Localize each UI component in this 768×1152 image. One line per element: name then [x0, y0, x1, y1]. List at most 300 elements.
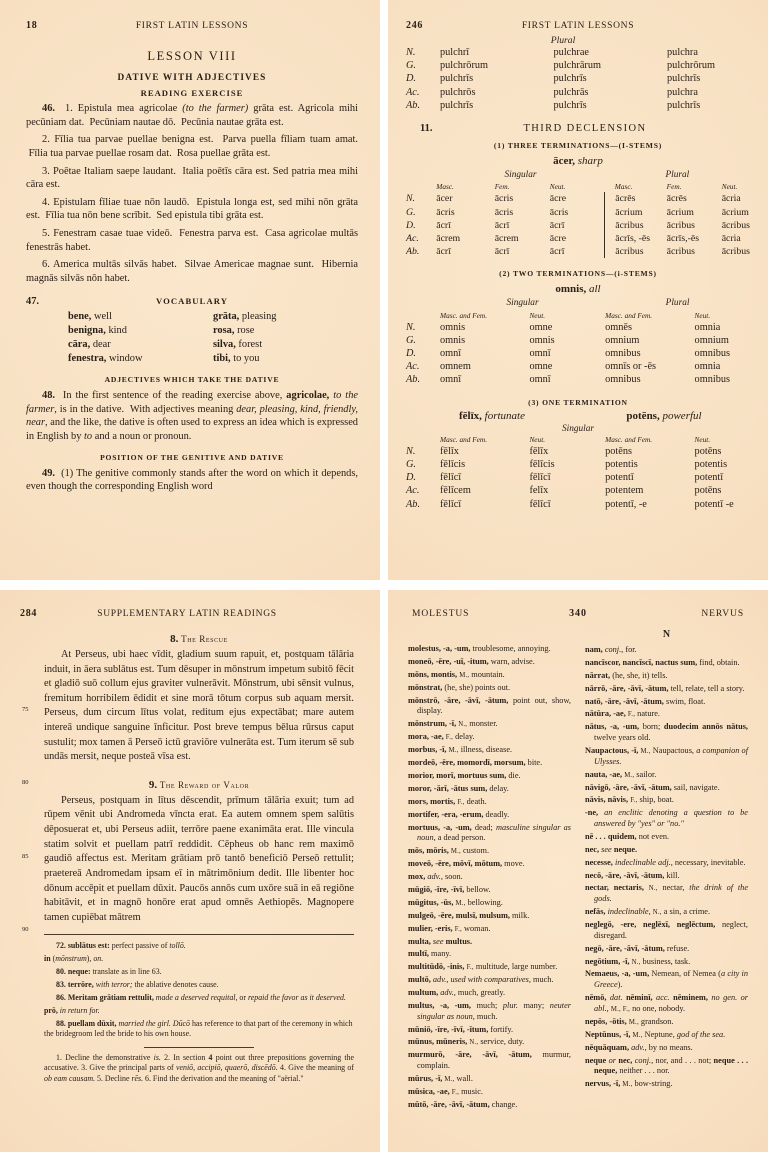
table-row [406, 445, 750, 458]
case-label: Ac. [406, 86, 420, 98]
adjectives-dative-head: ADJECTIVES WHICH TAKE THE DATIVE [104, 375, 280, 385]
dictionary-entry: mōns, montis, M., mountain. [408, 669, 505, 679]
gutter-vertical [380, 0, 388, 1152]
vocabulary-header [26, 296, 358, 307]
vocabulary-item [68, 324, 213, 338]
vocabulary-item [68, 352, 213, 366]
page-top-right [388, 0, 768, 580]
form: omnēs [605, 321, 632, 333]
table-row [406, 498, 750, 511]
col-head: Fem. [494, 182, 510, 192]
col-head: Neut. [694, 310, 711, 320]
col-head: Masc. and Fem. [440, 310, 488, 320]
form: ācribus [605, 245, 667, 258]
table-row [406, 192, 750, 205]
vocabulary-column-right [213, 310, 358, 367]
vocabulary-item [213, 324, 358, 338]
table-row [406, 471, 750, 484]
form-fem: pulchrīs [553, 99, 587, 111]
vocabulary-item [68, 338, 213, 352]
col-head: Neut. [694, 434, 711, 444]
form: ācrium [721, 206, 749, 218]
head-word-left: MOLESTUS [412, 609, 470, 619]
form: ācrīs, -ēs [605, 232, 667, 245]
form: potēns [694, 485, 722, 497]
book-title: FIRST LATIN LESSONS [521, 21, 635, 31]
vocab-gloss: forest [238, 338, 263, 350]
page-bottom-right [388, 590, 768, 1152]
dictionary-entry: nervus, -ī, M., bow-string. [585, 1079, 673, 1089]
case-label: Ac. [406, 485, 420, 497]
form: ācrī [549, 219, 565, 231]
dictionary-entry: nārrat, (he, she, it) tells. [585, 670, 668, 680]
form: potentī [694, 472, 724, 484]
dictionary-entry: mortifer, -era, -erum, deadly. [408, 809, 510, 819]
note-item: prō, in return for. [44, 1005, 100, 1015]
form: omnibus [694, 348, 731, 360]
form: omne [529, 361, 553, 373]
note-item: in (mōnstrum), on. [44, 954, 104, 964]
vocab-gloss: to you [233, 352, 260, 364]
vocab-word: rosa, [213, 324, 235, 336]
case-label: N. [406, 47, 416, 59]
case-label: Ac. [406, 361, 420, 373]
vocab-word: benigna, [68, 324, 106, 336]
form: omnibus [694, 374, 731, 386]
table-row [406, 219, 750, 232]
section-number: 9. [148, 778, 158, 791]
col-head: Masc. and Fem. [605, 434, 653, 444]
form: ācrī [494, 246, 510, 258]
column-header-row [406, 181, 750, 192]
form: ācribus [721, 246, 750, 258]
dictionary-entry: necesse, indeclinable adj., necessary, inevitable. [585, 857, 746, 867]
lesson-title: LESSON VIII [147, 49, 237, 63]
plural-label: Plural [665, 170, 690, 181]
notes-divider [44, 934, 354, 935]
form: potēns [694, 445, 722, 457]
dictionary-entry: multa, see multus. [408, 936, 473, 946]
table-row [406, 86, 750, 99]
dictionary-entry: mōs, mōris, M., custom. [408, 846, 490, 856]
dictionary-column-left [408, 629, 571, 1113]
exercise-questions: 1. Decline the demonstrative is. 2. In section 4 point out three prepositions governing the accusative. 3. Give the principal parts of veniō, accipiō, quaerō, discēdō. 4. Give the meaning of ob eam causam. 5. Decline rēs. 6. Find the derivation and the meaning of "aërial." [44, 1052, 355, 1083]
dictionary-entry: -ne, an enclitic denoting a question to be answered by "yes" or "no." [585, 808, 748, 829]
dictionary-entry: nefās, indeclinable, N., a sin, a crime. [585, 907, 711, 917]
line-number: 85 [22, 852, 29, 860]
lemma-gloss: all [589, 283, 601, 296]
dictionary-entry: moneō, -ēre, -uī, -itum, warn, advise. [408, 656, 535, 666]
reading-paragraph: At Perseus, ubi haec vīdit, gladium suum rapuit, et, postquam tālāria induit, in āera sublātus est. Tum dēsuper in mōnstrum impetum subitō fēcit et gladiō suō collum ejus graviter vulnerāvit. Mōnstrum, ubi sēnsit vulnus, fremitum horribilem ēdidit et sine morā tōtum corpus sub aquam mersit. Perseus, dum circum lītus volat, reditum ejus expectābat; mare autem intereā undique sanguine īnficitur. Post breve tempus bēlua rūrsus caput sustulit; mox tamen ā Perseō ictū graviōre vulnerāta est. Tum iterum sē sub undās mersit, neque posteā vīsa est. [44, 649, 354, 763]
reading-9 [22, 794, 354, 933]
form: fēlīcis [440, 459, 466, 471]
running-head [20, 608, 354, 619]
form: ācria [721, 193, 741, 205]
table-row [406, 321, 750, 334]
form-masc: pulchrī [440, 47, 470, 59]
vocab-gloss: kind [108, 324, 127, 336]
form: ācre [549, 232, 567, 244]
form: potentis [605, 459, 638, 471]
note-item: 72. sublātus est: perfect passive of tollō. [56, 941, 186, 951]
dictionary-entry: multitūdō, -inis, F., multitude, large number. [408, 962, 558, 972]
dictionary-entry: mors, mortis, F., death. [408, 796, 487, 806]
dictionary-entry: mora, -ae, F., delay. [408, 732, 475, 742]
vocabulary-list [26, 310, 358, 367]
group-label-row [406, 297, 750, 309]
col-head: Fem. [666, 182, 682, 192]
paragraph: 46. 1. Epistula mea agricolae (to the farmer) grāta est. Agricola mihi pecūniam dat. Pecūniam nautae dō. Pecūnia nautae grāta est. [26, 103, 358, 128]
dictionary-entry: nātus, -a, -um, born; duodecim annōs nātus, twelve years old. [585, 722, 748, 743]
form: ācer [436, 193, 453, 205]
vocab-gloss: well [94, 310, 112, 322]
form: ācris [494, 193, 514, 205]
note-item: 86. Meritam grātiam rettulit, made a deserved requital, or repaid the favor as it deserved. [56, 993, 346, 1003]
dictionary-entry: multus, -a, -um, much; plur. many; neuter singular as noun, much. [408, 1000, 571, 1021]
form: ācris [436, 206, 455, 218]
vocabulary-item [68, 310, 213, 324]
reading-paragraph: Perseus, postquam in lītus dēscendit, prīmum tālāria exuit; tum ad rūpem vēnit ubi Andromeda vīncta erat. Ea autem omnem spem salūtis dēposuerat et, ubi Perseus adiit, terrōre paene exanimāta erat. Ille vincula statim solvit et puellam patrī reddidit. Cēpheus ob hanc rem maximō gaudiō affectus est. Meritam grātiam prō tantō beneficiō Perseō rettulit; praetereā Andromedam ipsam eī in mātrimōnium dedit. Ille libenter hoc dōnum accēpit et puellam dūxit. Paucōs annōs cum uxōre suā in eā regiōne habitāvit, et in magnō honōre erat apud omnēs Aethiopēs. Magnopere tamen cupiēbat mātrem [44, 794, 354, 923]
dictionary-entry: mūgitus, -ūs, M., bellowing. [408, 897, 503, 907]
dictionary-entry: mūtō, -āre, -āvī, -ātum, change. [408, 1099, 518, 1109]
paragraph: 2. Fīlia tua parvae puellae benigna est. Parva puella fīliam tuam amat. Fīlia tua parvae puellae rosam dat. Rosa puellae grāta est. [26, 134, 358, 159]
book-title: FIRST LATIN LESSONS [135, 21, 249, 31]
note-item: 88. puellam dūxit, married the girl. Dūcō has reference to that part of the ceremony in which the bridegroom led the bride to his own house. [44, 1018, 353, 1039]
page-number: 340 [569, 608, 587, 619]
vocab-word: grāta, [213, 310, 240, 322]
form: ācrium [666, 206, 694, 218]
form: ācrium [605, 206, 667, 219]
col-head: Neut. [721, 182, 738, 192]
third-declension-header [406, 123, 750, 134]
col-head: Neut. [549, 182, 566, 192]
vocab-gloss: dear [92, 338, 111, 350]
form-fem: pulchrae [553, 47, 589, 59]
omnis-lemma [406, 283, 750, 295]
lemma-gloss: powerful [662, 409, 702, 422]
lemma-word: potēns, [626, 409, 660, 422]
dictionary-entry: mūrus, -ī, M., wall. [408, 1073, 473, 1083]
dictionary-entry: nectar, nectaris, N., nectar, the drink of the gods. [585, 883, 748, 904]
exercises-divider [144, 1047, 254, 1048]
table-row [406, 484, 750, 497]
paragraph: 5. Fenestram casae tuae videō. Fenestra parva est. Casa agricolae multās fenestrās habet. [26, 228, 358, 253]
vocab-word: cāra, [68, 338, 91, 350]
form-neut: pulchrōrum [667, 60, 716, 72]
form: omnī [440, 374, 462, 386]
dictionary-entry: moveō, -ēre, mōvī, mōtum, move. [408, 859, 525, 869]
form: omne [529, 321, 553, 333]
reading-exercise-head: READING EXERCISE [140, 88, 244, 98]
form: fēlīx [440, 445, 459, 457]
form: ācrem [494, 232, 519, 244]
acer-table [406, 169, 750, 258]
dictionary-entry: multī, many. [408, 949, 452, 959]
form: omnibus [605, 348, 641, 360]
dictionary-entry: mōnstrum, -ī, N., monster. [408, 719, 498, 729]
form: omnium [605, 334, 640, 346]
col-head: Neut. [529, 434, 546, 444]
dictionary-entry: nēmō, dat. nēminī, acc. nēminem, no gen. or abl., M., F., no one, nobody. [585, 993, 749, 1013]
form: ācrīs,-ēs [666, 232, 700, 244]
form-fem: pulchrārum [553, 60, 601, 72]
vocab-word: tibi, [213, 352, 231, 364]
dictionary-entry: molestus, -a, -um, troublesome, annoying. [408, 644, 551, 653]
case-label: N. [406, 445, 416, 457]
vocab-gloss: rose [237, 324, 255, 336]
form: fēlīcis [529, 459, 555, 471]
case-label: Ab. [406, 374, 421, 386]
column-header-row [406, 434, 750, 445]
form-neut: pulchra [667, 86, 698, 98]
page-number: 284 [20, 608, 38, 619]
paragraph: 4. Epistulam fīliae tuae nōn laudō. Epistula longa est, sed mihi nōn grāta est. Fīlia tua nōn bene scrībit. Sed epistula tibi grāta est. [26, 196, 358, 222]
dictionary-entry: nepōs, -ōtis, M., grandson. [585, 1016, 674, 1026]
lesson-subtitle: DATIVE WITH ADJECTIVES [117, 73, 267, 83]
form: omnium [694, 334, 729, 346]
vocabulary-item [213, 338, 358, 352]
dictionary-entry: multō, adv., used with comparatives, much. [408, 975, 554, 985]
page-bottom-left [0, 590, 380, 1152]
form: fēlīcī [440, 498, 462, 510]
line-number: 75 [22, 706, 29, 713]
dictionary-entry: mūsica, -ae, F., music. [408, 1086, 483, 1096]
case-label: G. [406, 459, 417, 471]
form-masc: pulchrōs [440, 86, 476, 98]
dictionary-entry: nāvis, nāvis, F., ship, boat. [585, 795, 674, 805]
vocabulary-number: 47. [26, 295, 39, 307]
dictionary-entry: moror, -ārī, -ātus sum, delay. [408, 783, 509, 793]
case-label: Ab. [406, 99, 421, 111]
note-item: 80. neque: translate as in line 63. [56, 967, 162, 977]
form-neut: pulchra [667, 47, 698, 59]
form: ācribus [666, 219, 695, 231]
paragraph-48: 48. In the first sentence of the reading exercise above, agricolae, to the farmer, is in the dative. With adjectives meaning dear, pleasing, kind, friendly, near, and the like, the dative is often used to express an idea which is expressed in English by to and a noun or pronoun. [26, 390, 358, 442]
form: fēlīx [529, 445, 549, 457]
form: omnis [529, 334, 555, 346]
table-row [406, 46, 750, 59]
vocabulary-item [213, 352, 358, 366]
letter-heading: N [662, 629, 671, 640]
dictionary-entry: morior, morī, mortuus sum, die. [408, 770, 521, 780]
col-head: Neut. [529, 310, 546, 320]
dictionary-entry: negō, -āre, -āvī, -ātum, refuse. [585, 943, 690, 953]
head-word-right: NERVUS [701, 609, 745, 619]
dictionary-entry: mūgiō, -īre, -īvī, bellow. [408, 884, 491, 894]
form: omnia [694, 361, 721, 373]
form: ācrem [436, 232, 461, 244]
dictionary-entry: natō, -āre, -āvī, -ātum, swim, float. [585, 696, 706, 706]
dictionary-entry: nam, conj., for. [585, 645, 637, 654]
note-item: 83. terrōre, with terror; the ablative denotes cause. [56, 980, 219, 990]
dictionary-entry: nārrō, -āre, -āvī, -ātum, tell, relate, tell a story. [585, 683, 745, 693]
vocab-gloss: window [108, 352, 143, 364]
table-row [406, 458, 750, 471]
pulcher-plural-label: Plural [550, 35, 576, 46]
form-fem: pulchrās [553, 86, 589, 98]
form: potentī -e [694, 498, 734, 510]
table-row [406, 232, 750, 245]
form: fēlīcī [529, 472, 551, 484]
form: potentī [605, 472, 634, 484]
dictionary-entry: multum, adv., much, greatly. [408, 988, 506, 998]
dictionary-entry: morbus, -ī, M., illness, disease. [408, 745, 513, 755]
section-title: The Reward of Valor [159, 779, 250, 790]
case-label: N. [406, 193, 415, 205]
form-fem: pulchrīs [553, 73, 587, 85]
case-label: G. [406, 60, 417, 72]
potens-lemma [578, 410, 750, 422]
section-8-title [44, 633, 354, 645]
felix-potens-table [406, 434, 750, 511]
dictionary-entry: nec, see neque. [585, 844, 638, 854]
running-head [406, 20, 750, 31]
form: fēlīcem [440, 485, 471, 497]
form-masc: pulchrīs [440, 73, 474, 85]
dictionary-entry: nauta, -ae, M., sailor. [585, 769, 657, 779]
form: omnia [694, 321, 721, 333]
running-head [394, 608, 762, 619]
dictionary-entry: nēquāquam, adv., by no means. [585, 1042, 693, 1052]
section-number: 8. [170, 633, 179, 645]
group-label-row [406, 169, 750, 181]
page-number: 246 [406, 20, 424, 31]
form: ācris [494, 206, 514, 218]
felix-singular-label: Singular [561, 423, 595, 434]
dictionary-entry: mūnus, mūneris, N., service, duty. [408, 1037, 525, 1047]
acer-lemma [406, 155, 750, 167]
vocab-word: fenestra, [68, 352, 107, 364]
lemma-word: fēlīx, [458, 409, 482, 422]
col-head: Masc. and Fem. [440, 434, 488, 444]
paragraph: 3. Poētae Italiam saepe laudant. Italia poētīs cāra est. Sed patria mea mihi cāra est. [26, 165, 358, 191]
form: omnibus [605, 374, 641, 386]
form: omnis [440, 321, 466, 333]
felix-lemma [406, 410, 578, 422]
form: ācrī [494, 219, 510, 231]
table-row [406, 334, 750, 347]
dictionary-entry: mulier, -eris, F., woman. [408, 923, 491, 933]
dictionary-entry: nancīscor, nancīscī, nactus sum, find, obtain. [585, 657, 740, 667]
case-label: N. [406, 321, 416, 333]
form: potēns [605, 445, 632, 457]
three-terminations-head: (1) THREE TERMINATIONS—(I-STEMS) [493, 140, 663, 150]
form: ācrēs [605, 192, 667, 205]
vocab-word: silva, [213, 338, 236, 350]
paragraph: 6. America multās silvās habet. Silvae Americae magnae sunt. Hibernia magnās silvās nōn habet. [26, 259, 358, 284]
case-label: Ab. [406, 246, 420, 258]
case-label: D. [406, 219, 416, 231]
form: omnem [440, 361, 471, 373]
dictionary-entry: negōtium, -ī, N., business, task. [585, 956, 691, 966]
form: omnīs or -ēs [605, 361, 657, 373]
form: potentem [605, 485, 644, 497]
dictionary-entry: mordeō, -ēre, momordī, morsum, bite. [408, 758, 543, 768]
form: ācris [549, 206, 569, 218]
one-termination-head: (3) ONE TERMINATION [528, 397, 628, 407]
table-row [406, 360, 750, 373]
lemma-gloss: sharp [577, 154, 603, 167]
lemma-gloss: fortunate [484, 409, 525, 422]
singular-label: Singular [506, 298, 539, 309]
form: ācrēs [666, 193, 687, 205]
lemma-word: omnis, [555, 283, 587, 296]
case-label: Ab. [406, 498, 421, 510]
pulcher-plural-table [406, 46, 750, 112]
third-declension-title: THIRD DECLENSION [523, 122, 647, 134]
table-row [406, 206, 750, 219]
position-genitive-dative-head: POSITION OF THE GENITIVE AND DATIVE [100, 452, 284, 462]
form: ācribus [721, 219, 750, 231]
section-number: 11. [420, 122, 433, 134]
dictionary-columns [394, 629, 762, 1113]
vocabulary-item [213, 310, 358, 324]
col-head: Masc. [436, 182, 454, 192]
form: ācre [549, 193, 567, 205]
column-header-row [406, 309, 750, 320]
table-row [406, 59, 750, 72]
page-number: 18 [26, 20, 38, 31]
table-row [406, 373, 750, 386]
form: ācrī [549, 246, 565, 258]
gutter-horizontal [0, 580, 768, 590]
case-label: D. [406, 348, 417, 360]
dictionary-entry: mox, adv., soon. [408, 871, 463, 881]
dictionary-entry: necō, -āre, -āvī, -ātum, kill. [585, 870, 680, 880]
dictionary-entry: nātūra, -ae, F., nature. [585, 709, 660, 719]
lemma-word: ācer, [553, 154, 576, 167]
dictionary-entry: mōnstrō, -āre, -āvī, -ātum, point out, show, display. [408, 695, 571, 716]
dictionary-entry: Neptūnus, -ī, M., Neptune, god of the sea. [585, 1029, 726, 1039]
form: felīx [529, 485, 549, 497]
form-masc: pulchrīs [440, 99, 474, 111]
dictionary-entry: neque or nec, conj., nor, and . . . not; neque . . . neque, neither . . . nor. [585, 1055, 749, 1076]
case-label: Ac. [406, 232, 419, 244]
vocabulary-heading: VOCABULARY [155, 295, 229, 306]
line-number: 90 [22, 925, 29, 933]
felix-potens-lemmas [406, 410, 750, 422]
form: ācrī [436, 246, 451, 258]
omnis-table [406, 297, 750, 386]
dictionary-entry: mūniō, -īre, -īvī, -ītum, fortify. [408, 1024, 514, 1034]
dictionary-entry: murmurō, -āre, -āvī, -ātum, murmur, complain. [408, 1050, 571, 1071]
col-head: Masc. and Fem. [605, 310, 653, 320]
form: ācribus [605, 219, 667, 232]
section-title: The Rescue [181, 634, 228, 644]
form: ācribus [666, 246, 695, 258]
form: potentis [694, 459, 728, 471]
dictionary-entry: neglegō, -ere, neglēxī, neglēctum, neglect, disregard. [585, 920, 748, 940]
section-9-title [44, 779, 354, 791]
form: fēlīcī [529, 498, 551, 510]
col-head: Masc. [614, 182, 633, 192]
form: omnī [529, 374, 551, 386]
singular-label: Singular [504, 170, 537, 181]
page-top-left [0, 0, 380, 580]
plural-label: Plural [665, 298, 690, 309]
dictionary-entry: mōnstrat, (he, she) points out. [408, 682, 511, 692]
dictionary-entry: Naupactous, -ī, M., Naupactous, a companion of Ulysses. [585, 745, 749, 766]
form: ācrī [436, 219, 451, 231]
dictionary-entry: mulgeō, -ēre, mulsī, mulsum, milk. [408, 910, 530, 920]
form: omnī [440, 348, 462, 360]
case-label: D. [406, 472, 417, 484]
dictionary-entry: nē . . . quidem, not even. [585, 831, 670, 841]
form-masc: pulchrōrum [440, 60, 489, 72]
case-label: G. [406, 206, 416, 218]
table-row [406, 99, 750, 112]
table-row [406, 347, 750, 360]
